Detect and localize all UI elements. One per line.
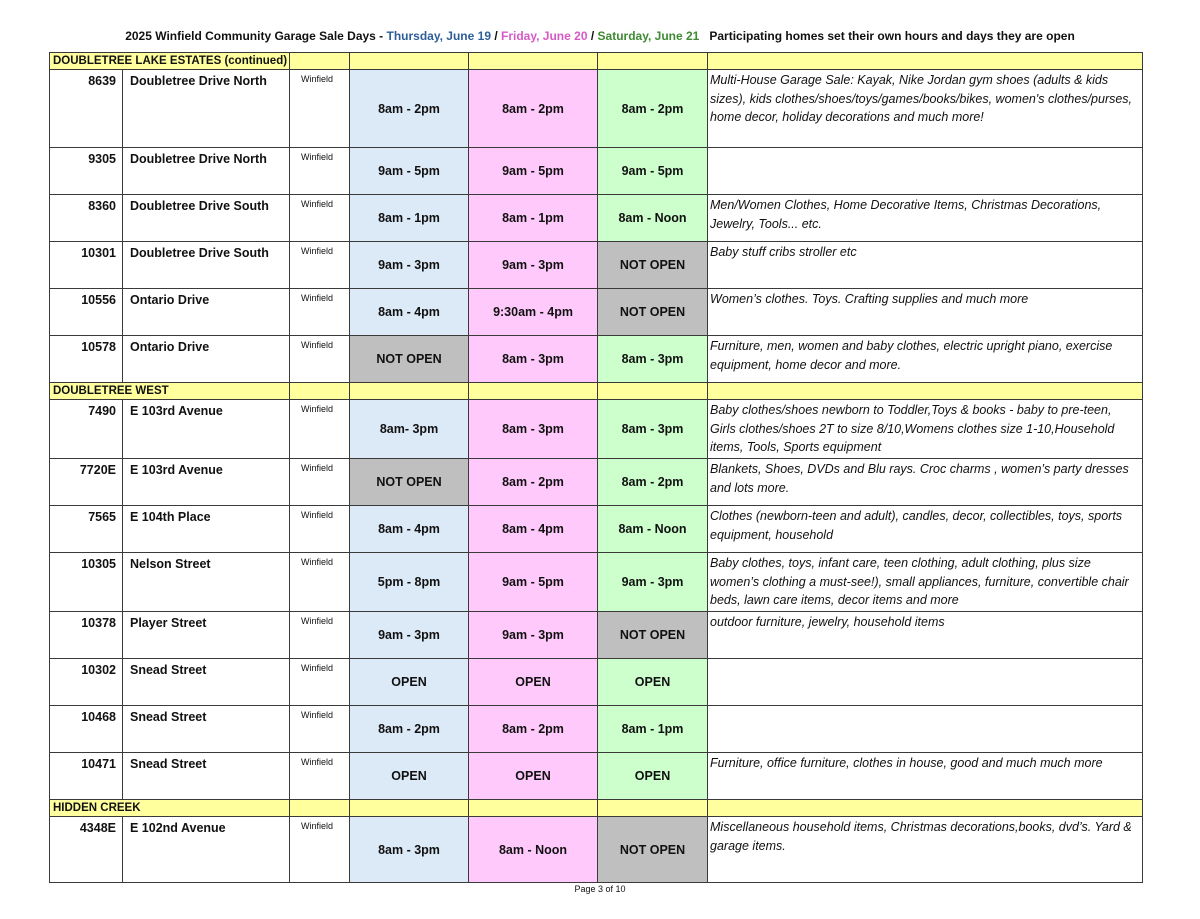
street-name: Ontario Drive [123, 336, 290, 383]
thursday-hours: 5pm - 8pm [350, 553, 469, 612]
town-name: Winfield [290, 817, 350, 883]
title-note: Participating homes set their own hours and days they are open [709, 29, 1075, 43]
items-description: Miscellaneous household items, Christmas decorations,books, dvd’s. Yard & garage items. [708, 817, 1143, 883]
section-name: DOUBLETREE LAKE ESTATES (continued) [50, 53, 290, 70]
title-saturday: Saturday, June 21 [597, 29, 700, 43]
table-row [50, 817, 1143, 883]
section-spacer [598, 383, 708, 400]
section-spacer [350, 800, 469, 817]
thursday-hours: 8am - 2pm [350, 706, 469, 753]
saturday-hours: NOT OPEN [598, 242, 708, 289]
table-row [50, 706, 1143, 753]
friday-hours: 8am - 3pm [469, 400, 598, 459]
house-number: 8360 [50, 195, 123, 242]
thursday-hours: NOT OPEN [350, 336, 469, 383]
saturday-hours: NOT OPEN [598, 289, 708, 336]
street-name: Ontario Drive [123, 289, 290, 336]
street-name: E 103rd Avenue [123, 400, 290, 459]
section-spacer [598, 800, 708, 817]
house-number: 10378 [50, 612, 123, 659]
section-spacer [290, 53, 350, 70]
street-name: E 102nd Avenue [123, 817, 290, 883]
friday-hours: 9:30am - 4pm [469, 289, 598, 336]
street-name: E 103rd Avenue [123, 459, 290, 506]
thursday-hours: 9am - 5pm [350, 148, 469, 195]
items-description: Men/Women Clothes, Home Decorative Items, Christmas Decorations, Jewelry, Tools... etc. [708, 195, 1143, 242]
street-name: Player Street [123, 612, 290, 659]
house-number: 10305 [50, 553, 123, 612]
section-spacer [290, 383, 350, 400]
items-description: Furniture, office furniture, clothes in house, good and much much more [708, 753, 1143, 800]
town-name: Winfield [290, 289, 350, 336]
page-number: Page 3 of 10 [574, 884, 626, 894]
title-thursday: Thursday, June 19 [386, 29, 491, 43]
saturday-hours: 8am - 1pm [598, 706, 708, 753]
items-description [708, 706, 1143, 753]
street-name: Doubletree Drive South [123, 242, 290, 289]
garage-sale-table [49, 52, 1143, 883]
town-name: Winfield [290, 242, 350, 289]
table-row [50, 70, 1143, 148]
town-name: Winfield [290, 400, 350, 459]
street-name: Snead Street [123, 753, 290, 800]
street-name: Nelson Street [123, 553, 290, 612]
items-description: Women’s clothes. Toys. Crafting supplies and much more [708, 289, 1143, 336]
house-number: 10471 [50, 753, 123, 800]
friday-hours: OPEN [469, 753, 598, 800]
items-description: Multi-House Garage Sale: Kayak, Nike Jordan gym shoes (adults & kids sizes), kids clothes/shoes/toys/games/books/bikes, women's clothes/purses, home decor, holiday decorations and much more! [708, 70, 1143, 148]
section-spacer [708, 800, 1143, 817]
house-number: 10302 [50, 659, 123, 706]
thursday-hours: OPEN [350, 659, 469, 706]
town-name: Winfield [290, 148, 350, 195]
town-name: Winfield [290, 336, 350, 383]
thursday-hours: 9am - 3pm [350, 612, 469, 659]
house-number: 7720E [50, 459, 123, 506]
house-number: 10468 [50, 706, 123, 753]
table-row [50, 553, 1143, 612]
friday-hours: 9am - 3pm [469, 242, 598, 289]
town-name: Winfield [290, 553, 350, 612]
items-description: Furniture, men, women and baby clothes, electric upright piano, exercise equipment, home decor and more. [708, 336, 1143, 383]
section-spacer [350, 53, 469, 70]
section-header-row [50, 800, 1143, 817]
section-spacer [598, 53, 708, 70]
section-name: DOUBLETREE WEST [50, 383, 290, 400]
title-separator: / [491, 29, 502, 43]
friday-hours: 8am - 3pm [469, 336, 598, 383]
friday-hours: 9am - 5pm [469, 553, 598, 612]
title-separator: / [587, 29, 598, 43]
items-description: Baby clothes, toys, infant care, teen clothing, adult clothing, plus size women’s clothing a must-see!), small appliances, furniture, convertible chair beds, lawn care items, decor items and more [708, 553, 1143, 612]
saturday-hours: 8am - 3pm [598, 336, 708, 383]
house-number: 7565 [50, 506, 123, 553]
table-row [50, 753, 1143, 800]
table-row [50, 612, 1143, 659]
thursday-hours: 8am - 4pm [350, 506, 469, 553]
table-row [50, 459, 1143, 506]
saturday-hours: 9am - 3pm [598, 553, 708, 612]
street-name: E 104th Place [123, 506, 290, 553]
thursday-hours: 8am - 1pm [350, 195, 469, 242]
saturday-hours: 8am - Noon [598, 195, 708, 242]
friday-hours: 8am - 1pm [469, 195, 598, 242]
thursday-hours: 8am - 4pm [350, 289, 469, 336]
town-name: Winfield [290, 659, 350, 706]
items-description: Blankets, Shoes, DVDs and Blu rays. Croc charms , women’s party dresses and lots more. [708, 459, 1143, 506]
house-number: 10556 [50, 289, 123, 336]
section-spacer [708, 53, 1143, 70]
friday-hours: 8am - 2pm [469, 459, 598, 506]
section-header-row [50, 383, 1143, 400]
house-number: 7490 [50, 400, 123, 459]
table-row [50, 242, 1143, 289]
page-title [0, 29, 1200, 43]
house-number: 4348E [50, 817, 123, 883]
town-name: Winfield [290, 506, 350, 553]
friday-hours: 9am - 5pm [469, 148, 598, 195]
items-description [708, 148, 1143, 195]
street-name: Snead Street [123, 706, 290, 753]
items-description: Clothes (newborn-teen and adult), candles, decor, collectibles, toys, sports equipment, household [708, 506, 1143, 553]
table-row [50, 506, 1143, 553]
table-row [50, 289, 1143, 336]
table-row [50, 148, 1143, 195]
section-name: HIDDEN CREEK [50, 800, 290, 817]
items-description: Baby clothes/shoes newborn to Toddler,Toys & books - baby to pre-teen, Girls clothes/shoes 2T to size 8/10,Womens clothes size 1-10,Household items, Tools, Sports equipment [708, 400, 1143, 459]
house-number: 8639 [50, 70, 123, 148]
town-name: Winfield [290, 753, 350, 800]
section-header-row [50, 53, 1143, 70]
town-name: Winfield [290, 706, 350, 753]
saturday-hours: 8am - Noon [598, 506, 708, 553]
saturday-hours: 9am - 5pm [598, 148, 708, 195]
section-spacer [469, 53, 598, 70]
section-spacer [469, 383, 598, 400]
friday-hours: 8am - Noon [469, 817, 598, 883]
table-row [50, 659, 1143, 706]
table-row [50, 400, 1143, 459]
town-name: Winfield [290, 195, 350, 242]
friday-hours: 8am - 4pm [469, 506, 598, 553]
saturday-hours: 8am - 3pm [598, 400, 708, 459]
saturday-hours: 8am - 2pm [598, 70, 708, 148]
section-spacer [350, 383, 469, 400]
house-number: 10578 [50, 336, 123, 383]
items-description: Baby stuff cribs stroller etc [708, 242, 1143, 289]
friday-hours: OPEN [469, 659, 598, 706]
section-spacer [469, 800, 598, 817]
street-name: Doubletree Drive North [123, 148, 290, 195]
friday-hours: 9am - 3pm [469, 612, 598, 659]
saturday-hours: 8am - 2pm [598, 459, 708, 506]
thursday-hours: 8am - 2pm [350, 70, 469, 148]
table-row [50, 195, 1143, 242]
section-spacer [708, 383, 1143, 400]
friday-hours: 8am - 2pm [469, 70, 598, 148]
title-prefix: 2025 Winfield Community Garage Sale Days - [125, 29, 387, 43]
house-number: 10301 [50, 242, 123, 289]
town-name: Winfield [290, 70, 350, 148]
street-name: Doubletree Drive North [123, 70, 290, 148]
items-description: outdoor furniture, jewelry, household items [708, 612, 1143, 659]
friday-hours: 8am - 2pm [469, 706, 598, 753]
section-spacer [290, 800, 350, 817]
thursday-hours: NOT OPEN [350, 459, 469, 506]
title-friday: Friday, June 20 [501, 29, 588, 43]
thursday-hours: 9am - 3pm [350, 242, 469, 289]
table-row [50, 336, 1143, 383]
thursday-hours: OPEN [350, 753, 469, 800]
house-number: 9305 [50, 148, 123, 195]
street-name: Doubletree Drive South [123, 195, 290, 242]
thursday-hours: 8am- 3pm [350, 400, 469, 459]
saturday-hours: NOT OPEN [598, 612, 708, 659]
saturday-hours: NOT OPEN [598, 817, 708, 883]
town-name: Winfield [290, 612, 350, 659]
items-description [708, 659, 1143, 706]
saturday-hours: OPEN [598, 753, 708, 800]
saturday-hours: OPEN [598, 659, 708, 706]
street-name: Snead Street [123, 659, 290, 706]
thursday-hours: 8am - 3pm [350, 817, 469, 883]
town-name: Winfield [290, 459, 350, 506]
